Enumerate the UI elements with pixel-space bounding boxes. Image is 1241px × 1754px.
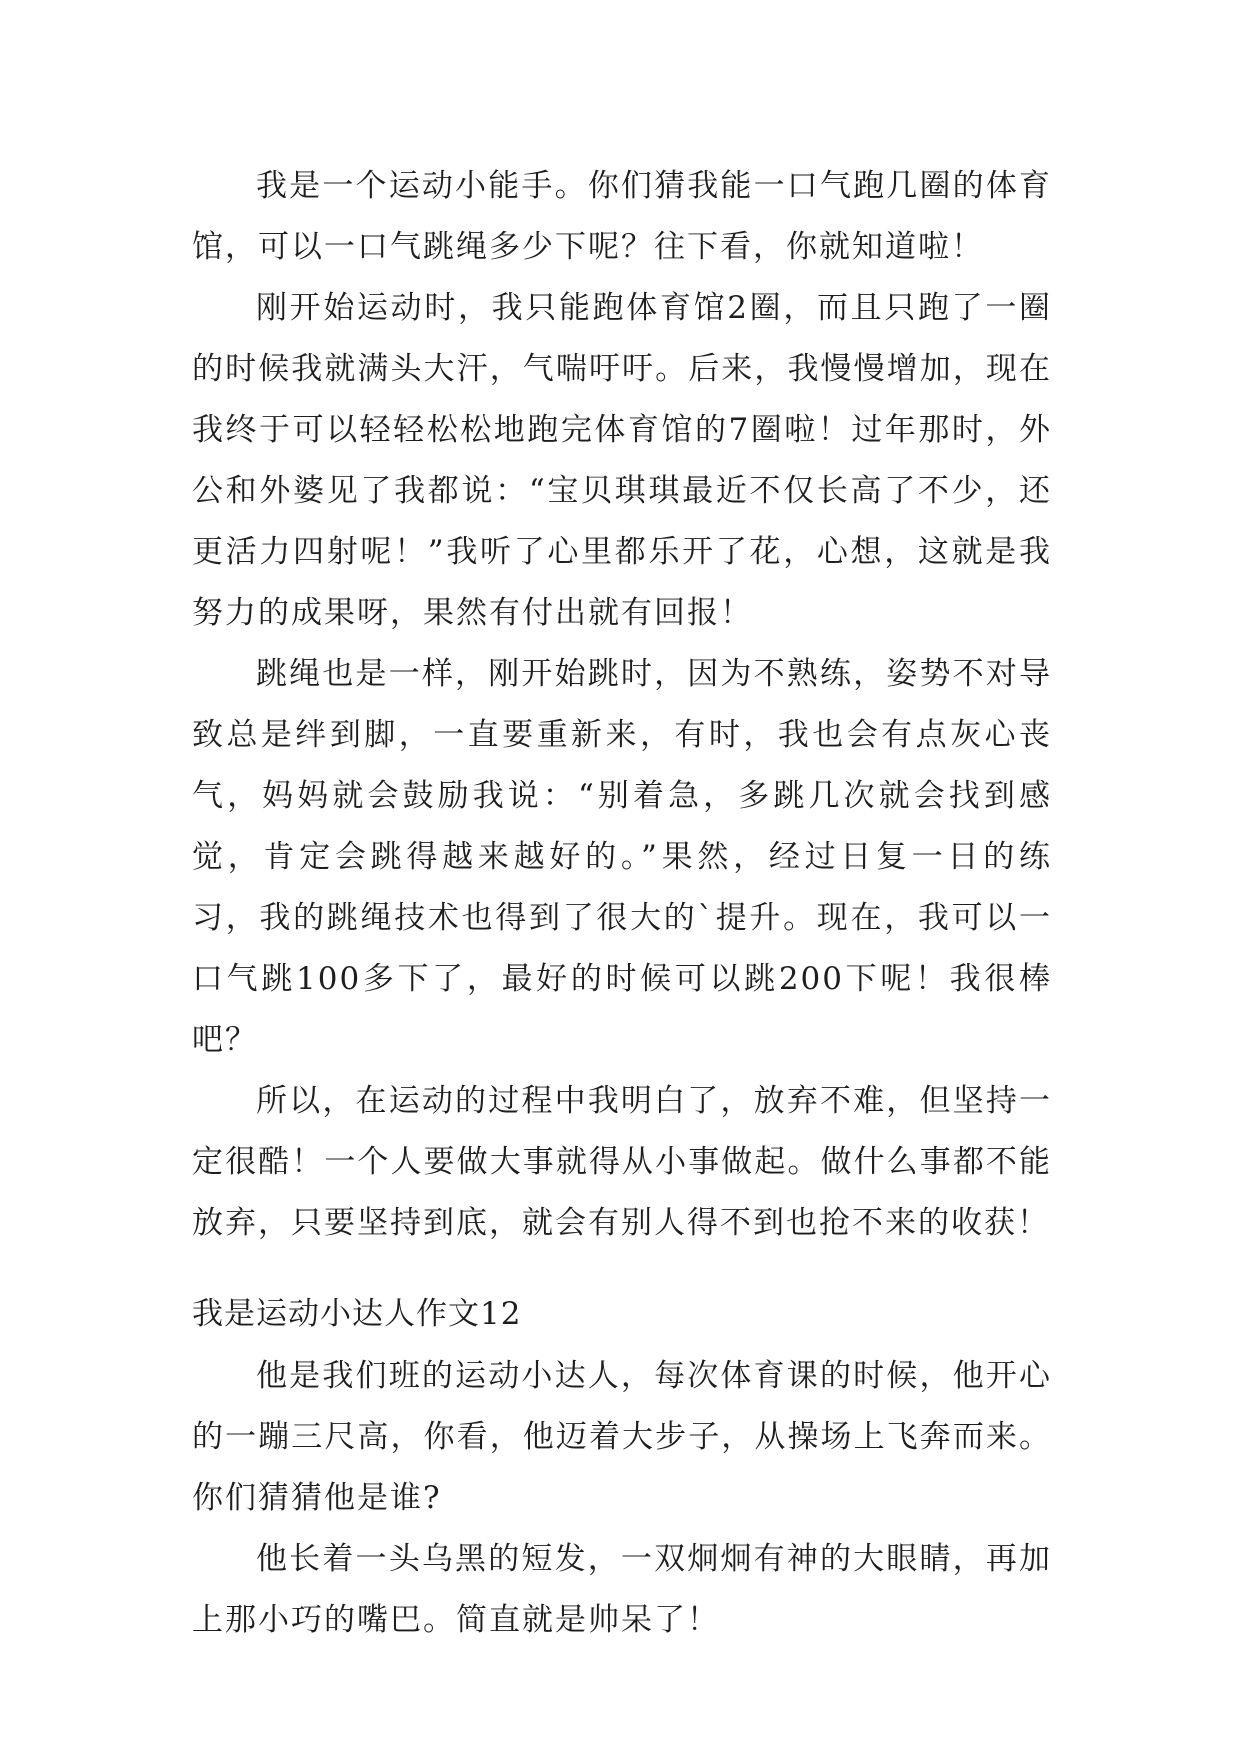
essay-paragraph: 所以，在运动的过程中我明白了，放弃不难，但坚持一定很酷！一个人要做大事就得从小事做起。做什么事都不能放弃，只要坚持到底，就会有别人得不到也抢不来的收获！ bbox=[192, 1083, 1052, 1241]
essay-paragraph: 他是我们班的运动小达人，每次体育课的时候，他开心的一蹦三尺高，你看，他迈着大步子，从操场上飞奔而来。你们猜猜他是谁? bbox=[192, 1358, 1052, 1516]
essay-paragraph: 他长着一头乌黑的短发，一双炯炯有神的大眼睛，再加上那小巧的嘴巴。简直就是帅呆了！ bbox=[192, 1541, 1052, 1638]
document-body bbox=[192, 156, 1052, 1651]
essay-paragraph: 刚开始运动时，我只能跑体育馆2圈，而且只跑了一圈的时候我就满头大汗，气喘吁吁。后来，我慢慢增加，现在我终于可以轻轻松松地跑完体育馆的7圈啦！过年那时，外公和外婆见了我都说：“宝贝琪琪最近不仅长高了不少，还更活力四射呢！”我听了心里都乐开了花，心想，这就是我努力的成果呀，果然有付出就有回报！ bbox=[192, 290, 1052, 631]
essay-paragraph: 跳绳也是一样，刚开始跳时，因为不熟练，姿势不对导致总是绊到脚，一直要重新来，有时，我也会有点灰心丧气，妈妈就会鼓励我说：“别着急，多跳几次就会找到感觉，肯定会跳得越来越好的。”果然，经过日复一日的练习，我的跳绳技术也得到了很大的`提升。现在，我可以一口气跳100多下了，最好的时候可以跳200下呢！我很棒吧？ bbox=[192, 656, 1052, 1058]
section-gap bbox=[192, 1254, 1052, 1282]
essay-title: 我是运动小达人作文12 bbox=[192, 1296, 522, 1332]
essay-paragraph: 我是一个运动小能手。你们猜我能一口气跑几圈的体育馆，可以一口气跳绳多少下呢？往下看，你就知道啦！ bbox=[192, 168, 1052, 265]
